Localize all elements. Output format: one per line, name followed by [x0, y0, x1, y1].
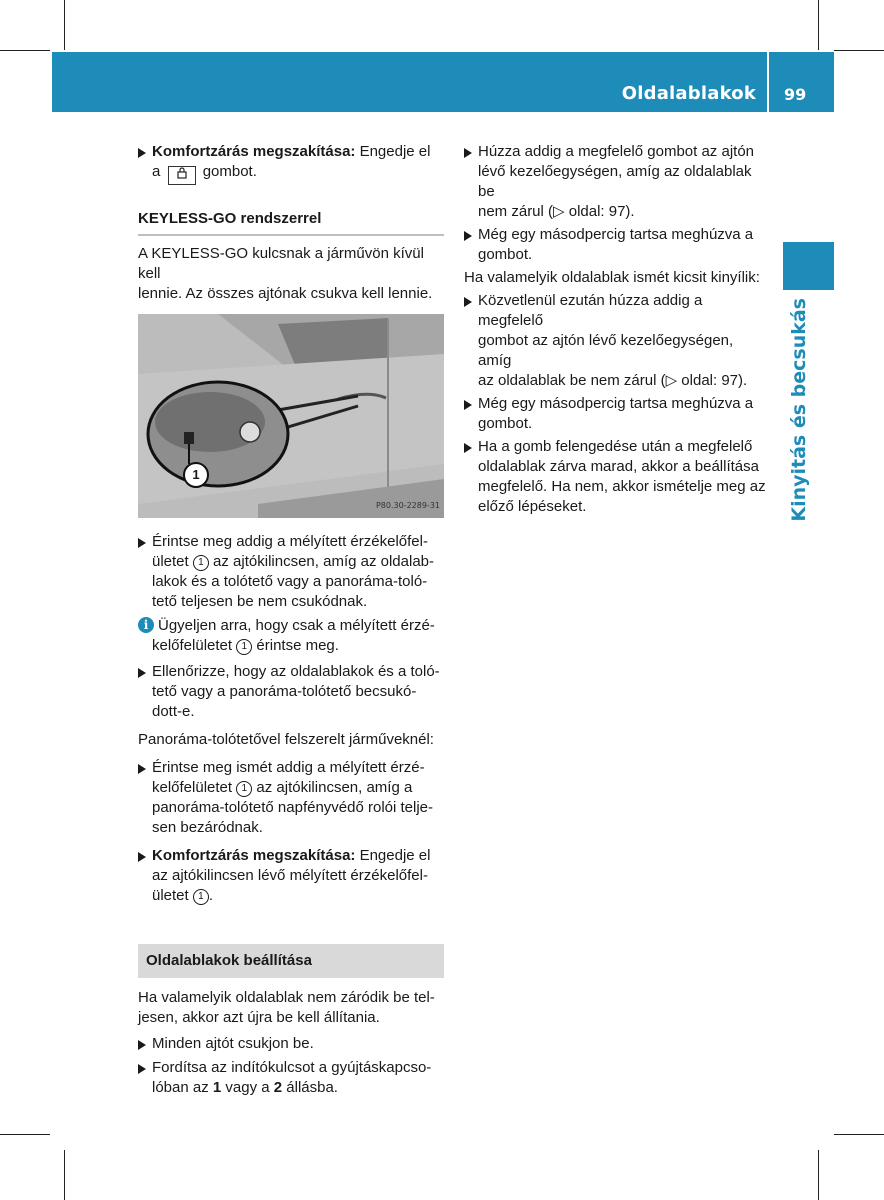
text: kelőfelületet — [152, 637, 233, 654]
crop-mark — [64, 1150, 65, 1200]
list-item — [138, 1034, 444, 1054]
triangle-arrow-icon — [138, 148, 146, 158]
text: . — [208, 887, 214, 904]
section-subheading: KEYLESS-GO rendszerrel — [138, 209, 444, 236]
text: gombot. — [478, 246, 533, 263]
triangle-arrow-icon — [138, 538, 146, 548]
text: ületet — [152, 887, 189, 904]
text: az ajtókilincsen lévő mélyített érzékelőfel- — [152, 867, 428, 884]
triangle-arrow-icon — [138, 1064, 146, 1074]
text: ületet — [152, 553, 189, 570]
text: állásba. — [282, 1079, 338, 1096]
info-note — [138, 616, 444, 656]
chapter-tab — [783, 242, 834, 290]
info-icon: i — [138, 617, 154, 633]
text: megfelelő. Ha nem, akkor ismételje meg az — [478, 478, 766, 495]
page-number: 99 — [784, 85, 807, 104]
text: Még egy másodpercig tartsa meghúzva a — [478, 226, 754, 243]
callout-circle: 1 — [193, 555, 209, 571]
list-item — [138, 662, 444, 722]
paragraph — [138, 244, 444, 304]
paragraph — [138, 988, 444, 1028]
text: Még egy másodpercig tartsa meghúzva a — [478, 395, 754, 412]
crop-mark — [834, 1134, 884, 1135]
triangle-arrow-icon — [464, 400, 472, 410]
text: dott-e. — [152, 703, 195, 720]
text: tető teljesen be nem csukódnak. — [152, 593, 368, 610]
crop-mark — [818, 0, 819, 50]
callout-circle: 1 — [193, 889, 209, 905]
car-door-illustration — [138, 314, 444, 518]
triangle-arrow-icon — [464, 443, 472, 453]
triangle-arrow-icon — [464, 148, 472, 158]
door-handle-figure — [138, 314, 444, 518]
text: jesen, akkor azt újra be kell állítania. — [138, 1009, 380, 1026]
callout-circle: 1 — [236, 639, 252, 655]
triangle-arrow-icon — [138, 668, 146, 678]
page-reference[interactable]: az oldalablak be nem zárul (▷ oldal: 97). — [478, 372, 748, 389]
list-item — [138, 142, 444, 185]
triangle-arrow-icon — [464, 231, 472, 241]
list-item — [464, 394, 770, 434]
chapter-label — [781, 292, 817, 522]
text: gombot az ajtón lévő kezelőegységen, amíg — [478, 332, 734, 369]
header-divider — [767, 52, 769, 112]
text: sen bezáródnak. — [152, 819, 263, 836]
triangle-arrow-icon — [138, 764, 146, 774]
text: Érintse meg addig a mélyített érzékelőfel- — [152, 533, 428, 550]
callout-marker: 1 — [183, 462, 209, 488]
left-column — [138, 142, 444, 1098]
text: a — [152, 163, 161, 180]
text: 1 — [212, 1079, 222, 1096]
text: lévő kezelőegységen, amíg az oldalablak be — [478, 163, 752, 200]
bold-label: Komfortzárás megszakítása: — [152, 143, 356, 160]
list-item — [138, 532, 444, 612]
text: gombot. — [478, 415, 533, 432]
text: 2 — [273, 1079, 283, 1096]
crop-mark — [834, 50, 884, 51]
text: A KEYLESS-GO kulcsnak a járművön kívül kell — [138, 245, 424, 282]
chapter-label-text: Kinyitás és becsukás — [788, 298, 810, 522]
page-title: Oldalablakok — [621, 83, 756, 104]
text: lakok és a tolótető vagy a panoráma-toló- — [152, 573, 428, 590]
text: Fordítsa az indítókulcsot a gyújtáskapcso- — [152, 1059, 432, 1076]
lock-icon — [168, 166, 196, 185]
section-heading: Oldalablakok beállítása — [138, 944, 444, 978]
text: Minden ajtót csukjon be. — [152, 1035, 314, 1052]
crop-mark — [0, 50, 50, 51]
text: Ha valamelyik oldalablak nem záródik be tel- — [138, 989, 435, 1006]
text: előző lépéseket. — [478, 498, 587, 515]
page-reference[interactable]: nem zárul (▷ oldal: 97). — [478, 203, 635, 220]
crop-mark — [64, 0, 65, 50]
page-header — [52, 52, 834, 112]
text: az ajtókilincsen, amíg a — [256, 779, 413, 796]
crop-mark — [818, 1150, 819, 1200]
bold-label: Komfortzárás megszakítása: — [152, 847, 356, 864]
text: oldalablak zárva marad, akkor a beállítása — [478, 458, 759, 475]
text: Húzza addig a megfelelő gombot az ajtón — [478, 143, 755, 160]
triangle-arrow-icon — [138, 852, 146, 862]
list-item — [138, 1058, 444, 1098]
list-item — [464, 225, 770, 265]
list-item — [464, 437, 770, 517]
list-item — [464, 142, 770, 222]
text: Engedje el — [355, 143, 431, 160]
triangle-arrow-icon — [464, 297, 472, 307]
figure-code: P80.30-2289-31 — [375, 501, 440, 510]
crop-mark — [0, 1134, 50, 1135]
triangle-arrow-icon — [138, 1040, 146, 1050]
text: Ha a gomb felengedése után a megfelelő — [478, 438, 753, 455]
callout-circle: 1 — [236, 781, 252, 797]
text: Érintse meg ismét addig a mélyített érzé- — [152, 759, 425, 776]
paragraph: Panoráma-tolótetővel felszerelt járműveknél: — [138, 731, 434, 748]
list-item — [464, 291, 770, 391]
paragraph: Ha valamelyik oldalablak ismét kicsit kinyílik: — [464, 269, 760, 286]
text: lóban az — [152, 1079, 213, 1096]
right-column — [464, 142, 770, 517]
text: tető vagy a panoráma-tolótető becsukó- — [152, 683, 417, 700]
list-item — [138, 846, 444, 906]
text: az ajtókilincsen, amíg az oldalab- — [213, 553, 434, 570]
list-item — [138, 758, 444, 838]
text: Ellenőrizze, hogy az oldalablakok és a toló- — [152, 663, 440, 680]
text: Engedje el — [355, 847, 431, 864]
text: Ügyeljen arra, hogy csak a mélyített érzé- — [158, 617, 435, 634]
text: lennie. Az összes ajtónak csukva kell lennie. — [138, 285, 433, 302]
text: vagy a — [221, 1079, 274, 1096]
text: gombot. — [202, 163, 257, 180]
text: Közvetlenül ezután húzza addig a megfelelő — [478, 292, 703, 329]
text: érintse meg. — [256, 637, 339, 654]
text: kelőfelületet — [152, 779, 233, 796]
text: panoráma-tolótető napfényvédő rolói telje- — [152, 799, 434, 816]
